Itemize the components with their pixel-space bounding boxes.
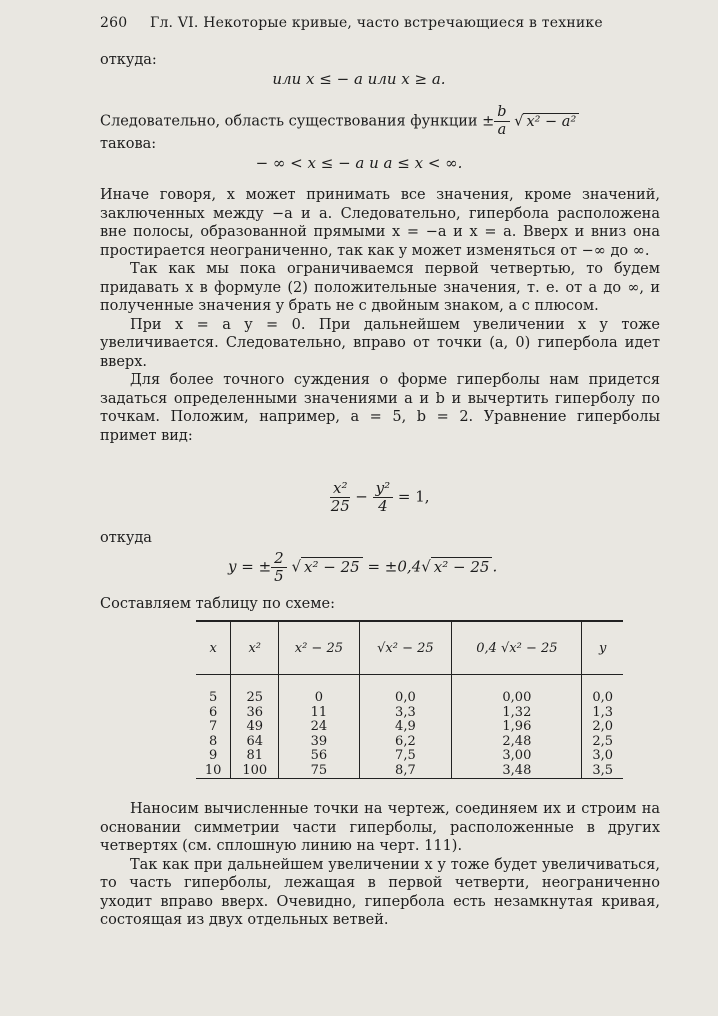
radicand: x² − a² (523, 113, 579, 130)
table-cell: 3,3 (359, 706, 452, 721)
table-row (196, 720, 623, 735)
table-cell: 1,96 (452, 720, 582, 735)
table-cell: 36 (231, 706, 279, 721)
domain-sentence: Следовательно, область существования функции ± $\frac{b}{a}$ √ x² − a² (100, 104, 579, 139)
radicand: x² − 25 (431, 557, 493, 576)
domain-sentence-text: Следовательно, область существования функции ± (100, 113, 495, 130)
table-cell: 1,32 (452, 706, 582, 721)
equation-lhs: y = ± (228, 557, 272, 576)
table-cell: 81 (231, 749, 279, 764)
table-intro: Составляем таблицу по схеме: (100, 596, 335, 612)
table-cell: 11 (279, 706, 359, 721)
table-cell: 2,48 (452, 735, 582, 750)
table-header: x (196, 621, 231, 675)
running-header (100, 15, 603, 31)
equation-middle: = ±0,4 (362, 557, 422, 576)
table-cell: 49 (231, 720, 279, 735)
table-cell: 2,5 (582, 735, 623, 750)
table-cell: 9 (208, 748, 218, 763)
domain-formula: − ∞ < x ≤ − a и a ≤ x < ∞. (255, 154, 463, 172)
table-cell: 0 (279, 691, 359, 706)
value-table (196, 620, 623, 779)
table-header: x² (231, 621, 279, 675)
fraction-denominator: 4 (378, 497, 388, 515)
table-header: √x² − 25 (359, 621, 452, 675)
fraction-denominator: 25 (330, 497, 350, 515)
fraction-numerator: x² (330, 480, 350, 498)
table-cell: 3,48 (452, 764, 582, 779)
table-cell: 3,5 (582, 764, 623, 779)
table-cell: 7,5 (359, 749, 452, 764)
paragraph: Так как при дальнейшем увеличении x y тоже будет увеличиваться, то часть гиперболы, лежащая в первой четверти, неограниченно уходит вправо вверх. Очевидно, гипербола есть незамкнутая кривая, состоящая из двух отдельных ветвей. (100, 856, 660, 928)
running-title: Гл. VI. Некоторые кривые, часто встречающиеся в технике (149, 15, 603, 31)
minus-sign: − (355, 487, 368, 506)
table-cell: 75 (279, 764, 359, 779)
table-cell: 64 (231, 735, 279, 750)
table-cell: 8,7 (359, 764, 452, 779)
table-cell: 3,0 (582, 749, 623, 764)
table-cell: 10 (196, 764, 231, 779)
paragraph: Наносим вычисленные точки на чертеж, соединяем их и строим на основании симметрии части гиперболы, расположенные в других четвертях (см. сплошную линию на черт. 111). (100, 801, 660, 854)
radicand: x² − 25 (301, 557, 363, 576)
fraction-numerator: y² (373, 480, 394, 498)
table-header: x² − 25 (279, 621, 359, 675)
table-row (196, 749, 623, 764)
table-cell: 2,0 (582, 720, 623, 735)
fraction-denominator: a (497, 122, 507, 138)
table-row (196, 691, 623, 706)
table-cell: 39 (279, 735, 359, 750)
closing-text (100, 800, 660, 930)
otkuda-label-2: откуда (100, 530, 152, 546)
two-fifths-fraction (271, 550, 287, 585)
condition-formula: или x ≤ − a или x ≥ a. (272, 70, 446, 88)
fraction-numerator: 2 (271, 550, 287, 568)
page-number: 260 (100, 15, 128, 31)
takova-label: такова: (100, 136, 157, 152)
hyperbola-equation (330, 480, 430, 515)
paragraph: Для более точного суждения о форме гиперболы нам придется задаться определенными значениями a и b и вычертить гиперболу по точкам. Положим, например, a = 5, b = 2. Уравнение гиперболы примет вид: (100, 372, 660, 444)
table-header-row (196, 621, 623, 675)
table-row (196, 735, 623, 750)
paragraph: Так как мы пока ограничиваемся первой четвертью, то будем придавать x в формуле (2) положительные значения, т. е. от a до ∞, и полученные значения y брать не с двойным знаком, а с плюсом. (100, 261, 660, 314)
fraction-numerator: b (494, 104, 509, 122)
table-cell: 25 (231, 691, 279, 706)
table-cell: 0,0 (359, 691, 452, 706)
table-header: y (582, 621, 623, 675)
table-cell: 5 (208, 690, 218, 705)
paragraph: Иначе говоря, x может принимать все значения, кроме значений, заключенных между −a и a. Следовательно, гипербола расположена вне полосы, образованной прямыми x = −a и x = a. Вверх и вниз она простирается неограниченно, так как y может изменяться от −∞ до ∞. (100, 187, 660, 259)
y-solution-equation: y = ± $\frac{2}{5}$ √ x² − 25 = ±0,4√ x² − 25 . (228, 549, 498, 585)
table-cell: 6,2 (359, 735, 452, 750)
fraction-x2-25 (330, 480, 350, 515)
fraction-denominator: 5 (274, 567, 284, 585)
table-header: 0,4 √x² − 25 (452, 621, 582, 675)
paragraph: При x = a y = 0. При дальнейшем увеличении x y тоже увеличивается. Следовательно, вправо от точки (a, 0) гипербола идет вверх. (100, 316, 660, 370)
b-over-a-fraction (494, 104, 509, 139)
table-cell: 0,00 (452, 691, 582, 706)
table-cell: 0,0 (582, 691, 623, 706)
equation-end: . (492, 557, 498, 576)
table-cell: 56 (279, 749, 359, 764)
table-cell: 7 (208, 719, 218, 734)
fraction-y2-4 (373, 480, 394, 515)
table-row (196, 764, 623, 779)
table-cell: 4,9 (359, 720, 452, 735)
table-cell: 100 (231, 764, 279, 779)
table-cell: 1,3 (582, 706, 623, 721)
otkuda-label: откуда: (100, 52, 157, 68)
table-row (196, 706, 623, 721)
table-cell: 3,00 (452, 749, 582, 764)
table-cell: 8 (208, 733, 218, 749)
table-cell: 24 (279, 720, 359, 735)
table-cell: 6 (208, 704, 218, 720)
body-text (100, 186, 660, 445)
equation-rhs: = 1, (397, 487, 430, 506)
